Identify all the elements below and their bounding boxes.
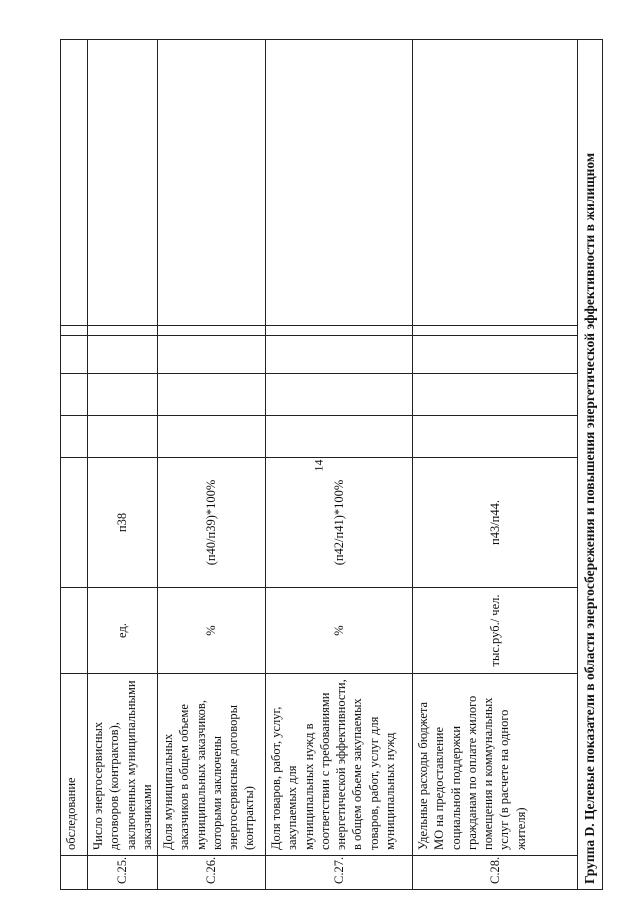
cell-empty (413, 40, 578, 326)
cell-empty (158, 336, 266, 374)
table-row (266, 40, 413, 890)
cell-empty (266, 40, 413, 326)
group-heading: Группа D. Целевые показатели в области энергосбережения и повышения энергетической эффективности в жилищном (578, 40, 603, 890)
row-unit: % (266, 588, 413, 674)
row-code: С.25. (88, 856, 158, 890)
cell-empty (88, 326, 158, 336)
cell-empty (88, 336, 158, 374)
row-formula: п43/п44. (413, 458, 578, 588)
group-heading-row (578, 40, 603, 890)
cell-empty (61, 336, 88, 374)
row-code: С.26. (158, 856, 266, 890)
cell-empty (61, 588, 88, 674)
row-name: Доля муниципальных заказчиков в общем объеме муниципальных заказчиков, которыми заключены энергосервисные договоры (контракты) (158, 674, 266, 856)
row-unit: % (158, 588, 266, 674)
row-code: С.28. (413, 856, 578, 890)
cell-empty (158, 40, 266, 326)
row-unit: ед. (88, 588, 158, 674)
cell-empty (61, 326, 88, 336)
cell-code-empty (61, 856, 88, 890)
table-row (413, 40, 578, 890)
row-code: С.27. (266, 856, 413, 890)
table-row-header-continuation (61, 40, 88, 890)
rotated-table-container (60, 40, 598, 890)
row-formula: (п40/п39)*100% (158, 458, 266, 588)
cell-empty (88, 374, 158, 416)
table-row (158, 40, 266, 890)
cell-empty (266, 416, 413, 458)
cell-empty (266, 374, 413, 416)
row-name: Доля товаров, работ, услуг, закупаемых для муниципальных нужд в соответствии с требованиями энергетической эффективности, в общем объеме закупаемых товаров, работ, услуг для муниципальных нужд (266, 674, 413, 856)
cell-empty (158, 326, 266, 336)
cell-empty (61, 374, 88, 416)
table-row (88, 40, 158, 890)
cell-head-text: обследование (61, 674, 88, 856)
indicators-table (60, 39, 603, 890)
cell-empty (158, 416, 266, 458)
cell-empty (61, 416, 88, 458)
cell-empty (266, 336, 413, 374)
cell-empty (158, 374, 266, 416)
cell-empty (88, 416, 158, 458)
cell-empty (61, 40, 88, 326)
row-name: Удельные расходы бюджета МО на предоставление социальной поддержки гражданам по оплате жилого помещения и коммунальных услуг (в расчете на одного жителя) (413, 674, 578, 856)
row-formula: п38 (88, 458, 158, 588)
page-number: 14 (311, 459, 326, 472)
cell-empty (413, 336, 578, 374)
cell-empty (413, 416, 578, 458)
cell-empty (266, 326, 413, 336)
cell-empty (88, 40, 158, 326)
row-name: Число энергосервисных договоров (контрактов), заключенных муниципальными заказчиками (88, 674, 158, 856)
row-formula: (п42/п41)*100% (266, 458, 413, 588)
row-unit: тыс.руб./ чел. (413, 588, 578, 674)
cell-empty (61, 458, 88, 588)
cell-empty (413, 326, 578, 336)
cell-empty (413, 374, 578, 416)
